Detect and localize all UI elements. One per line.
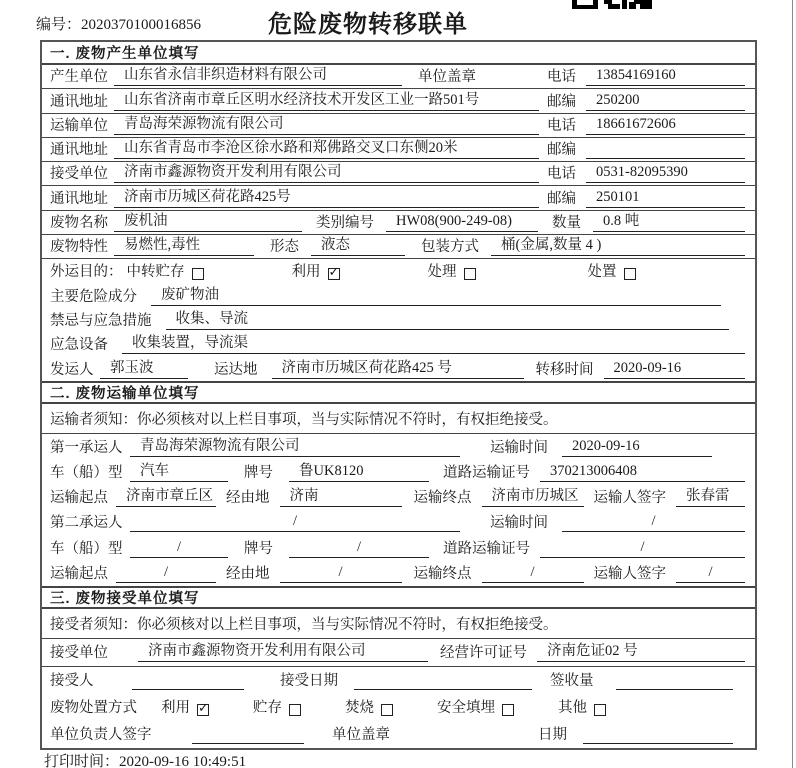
license-value: 济南危证02 号 xyxy=(537,639,745,662)
row-route1 xyxy=(42,485,755,510)
purpose-option-treat xyxy=(428,260,476,281)
shipper-label: 发运人 xyxy=(50,361,94,378)
carrier2-label: 第二承运人 xyxy=(50,515,123,532)
disposal-option-label: 贮存 xyxy=(253,699,282,716)
start2-label: 运输起点 xyxy=(50,565,108,582)
row-disposal-method xyxy=(42,694,755,721)
zip2-label: 邮编 xyxy=(547,142,576,159)
print-time xyxy=(44,750,246,768)
qr-code-fragment xyxy=(572,0,652,9)
start1-value: 济南市章丘区 xyxy=(116,484,216,507)
taboo-label: 禁忌与应急措施 xyxy=(50,313,152,330)
disposal-option-landfill xyxy=(437,696,514,717)
row-chief-signature xyxy=(42,721,755,748)
via1-label: 经由地 xyxy=(226,490,270,507)
disposal-option-label: 焚烧 xyxy=(345,699,374,716)
packing-label: 包装方式 xyxy=(421,239,479,256)
plate1-value: 鲁UK8120 xyxy=(289,459,429,482)
carrier1-label: 第一承运人 xyxy=(50,439,123,456)
phone3-value: 0531-82095390 xyxy=(586,164,745,183)
disposal-option-label: 其他 xyxy=(558,699,587,716)
vehicle1-label: 车（船）型 xyxy=(50,465,123,482)
zip2-value xyxy=(586,157,745,159)
chief-signature-value xyxy=(192,742,304,744)
transporter-value: 青岛海荣源物流有限公司 xyxy=(114,112,539,135)
accept-person-label: 接受人 xyxy=(50,672,94,689)
row-producer-address xyxy=(42,89,755,113)
transport-time2-value: / xyxy=(562,513,745,532)
addr2-label: 通讯地址 xyxy=(50,142,108,159)
start2-value: / xyxy=(116,564,216,583)
document-number-label: 编号： xyxy=(36,17,82,33)
disposal-option-label: 利用 xyxy=(161,699,190,716)
receiver-label: 接受单位 xyxy=(50,166,108,183)
row-emergency-equipment xyxy=(42,332,755,356)
row-producer xyxy=(42,65,755,89)
phone3-label: 电话 xyxy=(547,166,576,183)
sign2-value: / xyxy=(676,564,745,583)
equip-value: 收集装置，导流渠 xyxy=(122,331,745,354)
via2-value: / xyxy=(280,564,402,583)
row-purpose xyxy=(42,259,755,283)
accept-date-value xyxy=(354,688,532,690)
purpose-label: 外运目的： xyxy=(50,264,123,281)
plate2-value: / xyxy=(289,539,429,558)
category-label: 类别编号 xyxy=(316,215,374,232)
purpose-option-transfer-storage xyxy=(127,260,204,281)
purpose-option-label: 处理 xyxy=(427,264,457,281)
qty-label: 数量 xyxy=(552,215,581,232)
row-carrier2 xyxy=(42,510,755,535)
license-label: 经营许可证号 xyxy=(440,644,527,661)
zip1-value: 250200 xyxy=(586,92,745,111)
checkbox-dispose xyxy=(624,268,636,280)
shipper-value: 郭玉波 xyxy=(100,356,188,379)
row-waste-character xyxy=(42,235,755,259)
end1-label: 运输终点 xyxy=(413,490,472,507)
row-carrier1 xyxy=(42,434,755,459)
checkbox-disposal-landfill xyxy=(502,704,514,716)
sign1-value: 张春雷 xyxy=(676,484,745,507)
phone1-value: 13854169160 xyxy=(586,67,745,86)
waste-name-label: 废物名称 xyxy=(50,215,108,232)
purpose-option-label: 中转贮存 xyxy=(126,264,185,281)
hazard-label: 主要危险成分 xyxy=(50,288,137,305)
equip-label: 应急设备 xyxy=(50,337,108,354)
accept-date-label: 接受日期 xyxy=(280,672,338,689)
via1-value: 济南 xyxy=(280,484,402,507)
destination-value: 济南市历城区荷花路425 号 xyxy=(272,356,524,379)
page-title: 危险废物转移联单 xyxy=(268,12,468,38)
checkbox-mark: ✓ xyxy=(198,700,209,716)
sign2-label: 运输人签字 xyxy=(593,565,666,582)
disposal-option-storage xyxy=(253,696,301,717)
transporter-label: 运输单位 xyxy=(50,117,108,134)
permit1-value: 370213006408 xyxy=(540,463,745,482)
permit2-value: / xyxy=(540,539,745,558)
row-accept-unit xyxy=(42,639,755,666)
row-vehicle1 xyxy=(42,460,755,485)
section3-header: 三. 废物接受单位填写 xyxy=(42,586,755,609)
page-edge-line xyxy=(792,0,793,768)
disposal-option-incinerate xyxy=(345,696,393,717)
section2-header: 二. 废物运输单位填写 xyxy=(42,381,755,404)
character-label: 废物特性 xyxy=(50,239,108,256)
character-value: 易燃性,毒性 xyxy=(114,233,254,256)
packing-value: 桶(金属,数量 4 ) xyxy=(491,233,745,256)
start1-label: 运输起点 xyxy=(50,490,108,507)
addr1-label: 通讯地址 xyxy=(50,93,108,110)
amount-value xyxy=(616,688,734,690)
unit-seal-label: 单位盖章 xyxy=(418,69,476,86)
document-number-value: 2020370100016856 xyxy=(81,17,202,33)
end1-value: 济南市历城区 xyxy=(482,484,584,507)
receiver-value: 济南市鑫源物资开发利用有限公司 xyxy=(114,160,539,183)
print-time-label: 打印时间： xyxy=(44,754,120,768)
checkbox-disposal-utilize xyxy=(197,700,209,716)
print-time-value: 2020-09-16 10:49:51 xyxy=(119,754,247,768)
receiver-notice: 接受者须知：你必须核对以上栏目事项，当与实际情况不符时，有权拒绝接受。 xyxy=(42,609,755,640)
purpose-option-label: 处置 xyxy=(587,264,617,281)
carrier2-value: / xyxy=(130,513,460,532)
phone1-label: 电话 xyxy=(547,69,576,86)
permit1-label: 道路运输证号 xyxy=(443,465,530,482)
vehicle2-label: 车（船）型 xyxy=(50,540,123,557)
vehicle2-value: / xyxy=(130,539,228,558)
sign1-label: 运输人签字 xyxy=(593,490,666,507)
checkbox-disposal-incinerate xyxy=(381,704,393,716)
date2-value xyxy=(583,742,733,744)
date2-label: 日期 xyxy=(538,727,567,744)
section1-header: 一. 废物产生单位填写 xyxy=(42,42,755,65)
checkbox-mark: ✓ xyxy=(328,265,340,281)
transport-time2-label: 运输时间 xyxy=(490,515,548,532)
category-value: HW08(900-249-08) xyxy=(386,213,538,232)
row-vehicle2 xyxy=(42,535,755,560)
qty-value: 0.8 吨 xyxy=(593,209,745,232)
plate1-label: 牌号 xyxy=(244,465,273,482)
accept-person-value xyxy=(132,688,244,690)
row-shipper xyxy=(42,356,755,380)
permit2-label: 道路运输证号 xyxy=(443,540,530,557)
unit-seal2-label: 单位盖章 xyxy=(332,727,390,744)
producer-label: 产生单位 xyxy=(50,69,108,86)
zip3-value: 250101 xyxy=(586,189,745,208)
vehicle1-value: 汽车 xyxy=(130,459,228,482)
disposal-option-label: 安全填埋 xyxy=(437,699,495,716)
form-value: 液态 xyxy=(311,233,405,256)
producer-value: 山东省永信非织造材料有限公司 xyxy=(114,63,402,86)
checkbox-transfer-storage xyxy=(192,268,204,280)
row-receiver-address xyxy=(42,186,755,210)
addr2-value: 山东省青岛市李沧区徐水路和郑佛路交叉口东侧20米 xyxy=(114,136,539,159)
carrier1-value: 青岛海荣源物流有限公司 xyxy=(130,434,460,457)
addr3-label: 通讯地址 xyxy=(50,190,108,207)
checkbox-treat xyxy=(464,268,476,280)
manifest-form-table xyxy=(40,40,757,750)
via2-label: 经由地 xyxy=(226,565,270,582)
row-transporter xyxy=(42,114,755,138)
row-route2 xyxy=(42,561,755,586)
row-receiver xyxy=(42,162,755,186)
checkbox-disposal-other xyxy=(594,704,606,716)
row-taboo-measures xyxy=(42,308,755,332)
disposal-option-other xyxy=(558,696,606,717)
transporter-notice: 运输者须知：你必须核对以上栏目事项，当与实际情况不符时，有权拒绝接受。 xyxy=(42,404,755,435)
checkbox-disposal-storage xyxy=(289,704,301,716)
purpose-option-dispose xyxy=(588,260,636,281)
waste-name-value: 废机油 xyxy=(114,209,302,232)
accept-unit-label: 接受单位 xyxy=(50,644,108,661)
addr3-value: 济南市历城区荷花路425号 xyxy=(114,185,539,208)
checkbox-utilize xyxy=(328,265,340,281)
end2-value: / xyxy=(482,564,584,583)
transport-time1-label: 运输时间 xyxy=(490,439,548,456)
addr1-value: 山东省济南市章丘区明水经济技术开发区工业一路501号 xyxy=(114,88,539,111)
purpose-option-label: 利用 xyxy=(291,264,321,281)
plate2-label: 牌号 xyxy=(244,540,273,557)
chief-signature-label: 单位负责人签字 xyxy=(50,727,152,744)
zip1-label: 邮编 xyxy=(547,93,576,110)
form-label: 形态 xyxy=(270,239,299,256)
row-hazard-component xyxy=(42,283,755,307)
row-transporter-address xyxy=(42,138,755,162)
taboo-value: 收集、导流 xyxy=(166,307,730,330)
end2-label: 运输终点 xyxy=(413,565,472,582)
row-accept-person xyxy=(42,667,755,694)
zip3-label: 邮编 xyxy=(547,190,576,207)
purpose-option-utilize xyxy=(292,260,340,281)
destination-label: 运达地 xyxy=(214,361,258,378)
accept-unit-value: 济南市鑫源物资开发利用有限公司 xyxy=(138,639,428,662)
transfer-time-value: 2020-09-16 xyxy=(604,360,746,379)
amount-label: 签收量 xyxy=(550,672,594,689)
phone2-value: 18661672606 xyxy=(586,116,745,135)
disposal-label: 废物处置方式 xyxy=(50,699,137,716)
transfer-time-label: 转移时间 xyxy=(535,361,594,378)
hazard-value: 废矿物油 xyxy=(151,283,721,306)
row-waste-name xyxy=(42,211,755,235)
phone2-label: 电话 xyxy=(547,117,576,134)
disposal-option-utilize xyxy=(161,696,209,717)
transport-time1-value: 2020-09-16 xyxy=(562,438,712,457)
